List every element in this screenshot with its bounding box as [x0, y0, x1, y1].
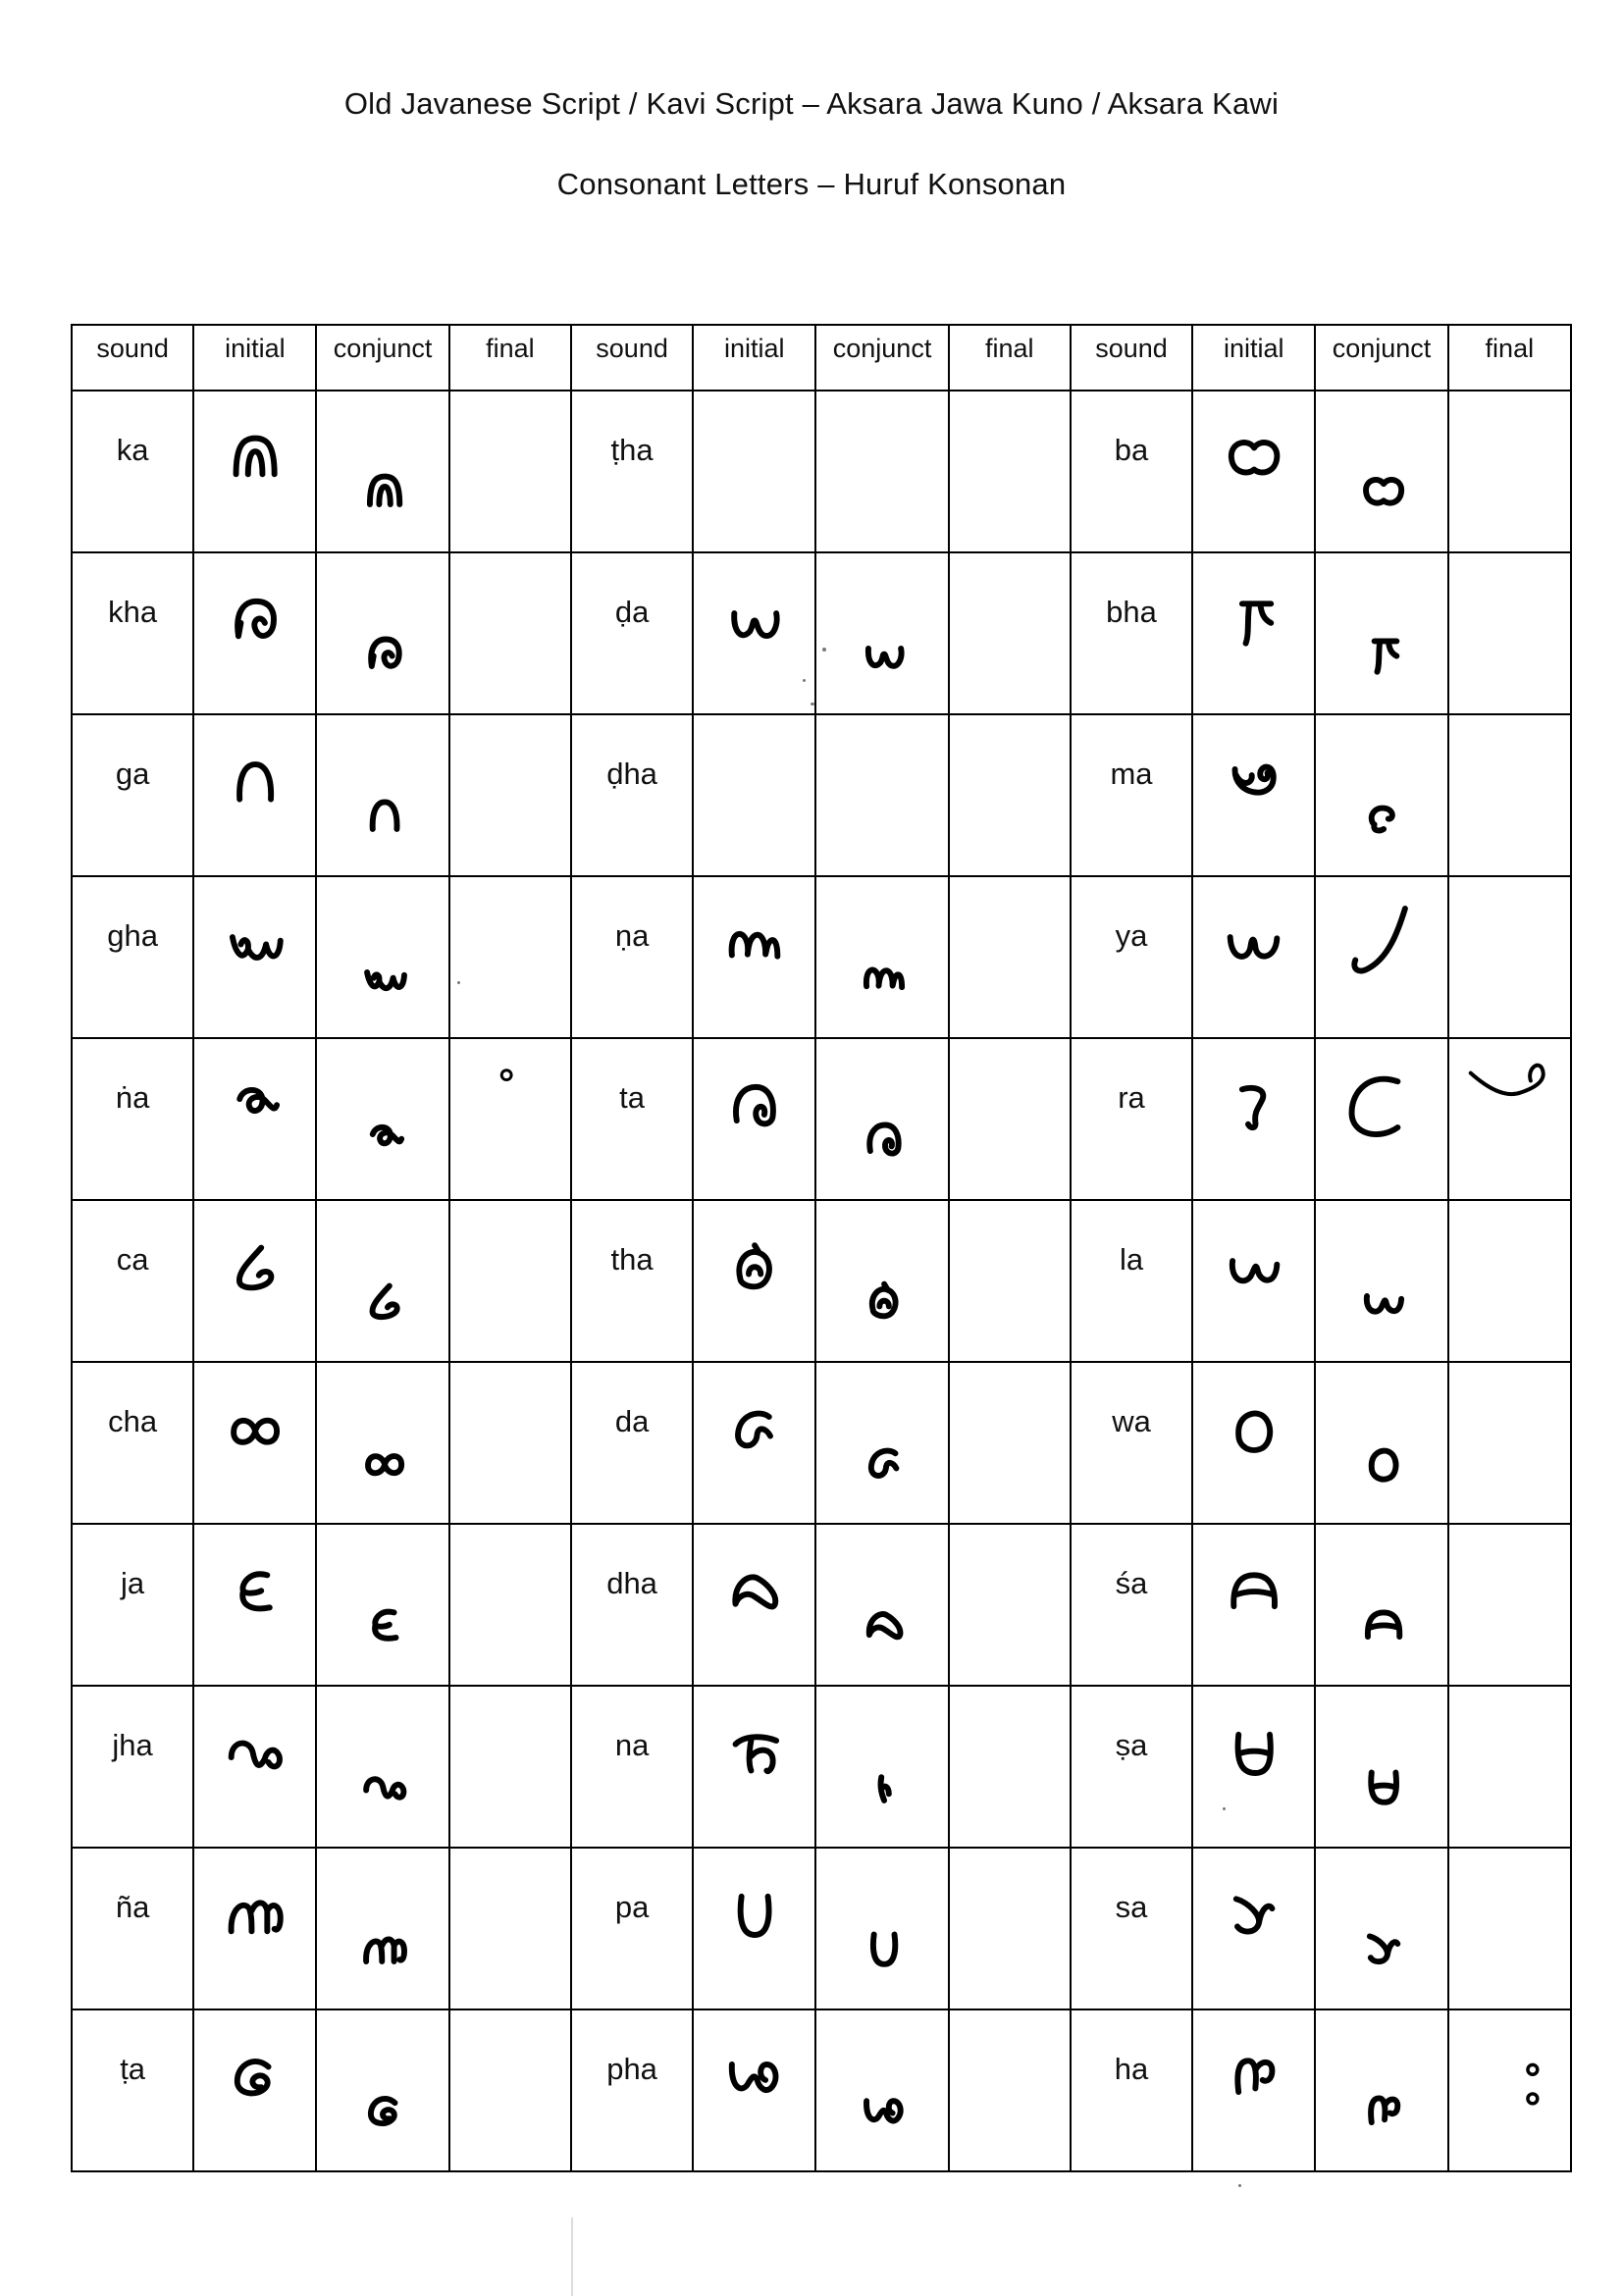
sound-cell: [72, 1200, 193, 1362]
letter-da-initial-icon: [694, 1363, 814, 1523]
header-row: [72, 325, 1571, 391]
letter-pa-conjunct-icon: [816, 1849, 947, 2009]
conjunct-glyph-cell: [1315, 1848, 1447, 2009]
final-glyph-cell: [1448, 2009, 1571, 2171]
letter-ya-initial-icon: [1193, 877, 1314, 1037]
letter-ma-initial-icon: [1193, 715, 1314, 875]
final-colon-icon: [1449, 2010, 1570, 2170]
table-row: [72, 1200, 1571, 1362]
table-row: [72, 1686, 1571, 1848]
initial-glyph-cell: [193, 876, 316, 1038]
table-row: [72, 552, 1571, 714]
final-glyph-cell: [949, 391, 1071, 552]
sound-label: ba: [1114, 433, 1149, 467]
letter-pa-initial-icon: [694, 1849, 814, 2009]
conjunct-glyph-cell: [316, 714, 448, 876]
sound-cell: [571, 2009, 693, 2171]
conjunct-glyph-cell: [316, 2009, 448, 2171]
initial-glyph-cell: [1192, 2009, 1315, 2171]
letter-ca-initial-icon: [194, 1201, 315, 1361]
conjunct-glyph-cell: [316, 391, 448, 552]
letter-dha-conjunct-icon: [816, 1525, 947, 1685]
sound-label: ṭha: [610, 433, 654, 467]
letter-ja-initial-icon: [194, 1525, 315, 1685]
sound-cell: [1071, 1848, 1192, 2009]
col-header: sound: [571, 325, 693, 391]
col-header: sound: [72, 325, 193, 391]
sound-cell: [571, 391, 693, 552]
initial-glyph-cell: [1192, 1686, 1315, 1848]
col-header: initial: [1192, 325, 1315, 391]
letter-dda-conjunct-icon: [816, 553, 947, 713]
sound-label: ra: [1118, 1080, 1145, 1115]
letter-ha-initial-icon: [1193, 2010, 1314, 2170]
letter-la-initial-icon: [1193, 1201, 1314, 1361]
conjunct-glyph-cell: [815, 2009, 948, 2171]
col-header: initial: [693, 325, 815, 391]
col-header: conjunct: [815, 325, 948, 391]
letter-ra-conjunct-icon: [1316, 1039, 1446, 1199]
sound-label: ṣa: [1115, 1728, 1148, 1762]
initial-glyph-cell: [193, 1686, 316, 1848]
letter-bha-initial-icon: [1193, 553, 1314, 713]
scan-speck: [803, 679, 806, 682]
table-row: [72, 876, 1571, 1038]
initial-glyph-cell: [193, 1038, 316, 1200]
conjunct-glyph-cell: [815, 1362, 948, 1524]
scan-fold-line: [571, 2218, 573, 2296]
sound-label: dha: [606, 1566, 657, 1600]
scan-speck: [457, 981, 460, 984]
final-glyph-cell: [449, 1038, 571, 1200]
scan-speck: [1223, 1807, 1226, 1810]
conjunct-glyph-cell: [815, 1686, 948, 1848]
sound-cell: [72, 1686, 193, 1848]
sound-label: ta: [619, 1080, 645, 1115]
sound-label: pa: [614, 1890, 650, 1924]
final-glyph-cell: [449, 1362, 571, 1524]
sound-cell: [72, 1848, 193, 2009]
letter-tha-initial-icon: [694, 1201, 814, 1361]
final-glyph-cell: [1448, 391, 1571, 552]
sound-label: ṅa: [115, 1080, 150, 1115]
sound-label: ña: [115, 1890, 150, 1924]
letter-nga-initial-icon: [194, 1039, 315, 1199]
scan-speck: [1238, 2184, 1241, 2187]
table-row: [72, 2009, 1571, 2171]
table-row: [72, 1362, 1571, 1524]
letter-gha-initial-icon: [194, 877, 315, 1037]
initial-glyph-cell: [693, 1200, 815, 1362]
final-glyph-cell: [1448, 552, 1571, 714]
sound-cell: [72, 552, 193, 714]
sound-label: cha: [108, 1404, 158, 1438]
letter-ba-initial-icon: [1193, 391, 1314, 551]
sound-label: la: [1119, 1242, 1144, 1277]
initial-glyph-cell: [693, 552, 815, 714]
initial-glyph-cell: [693, 1848, 815, 2009]
sound-label: ja: [121, 1566, 145, 1600]
conjunct-glyph-cell: [316, 1362, 448, 1524]
letter-na-conjunct-icon: [816, 1687, 947, 1847]
sound-cell: [72, 714, 193, 876]
letter-ga-initial-icon: [194, 715, 315, 875]
sound-cell: [571, 1200, 693, 1362]
letter-na-initial-icon: [694, 1687, 814, 1847]
initial-glyph-cell: [693, 391, 815, 552]
sound-label: ma: [1110, 757, 1153, 791]
final-glyph-cell: [449, 1686, 571, 1848]
table-row: [72, 714, 1571, 876]
conjunct-glyph-cell: [1315, 2009, 1447, 2171]
sound-cell: [1071, 391, 1192, 552]
initial-glyph-cell: [193, 714, 316, 876]
sound-cell: [1071, 1038, 1192, 1200]
letter-ssa-initial-icon: [1193, 1687, 1314, 1847]
letter-pha-conjunct-icon: [816, 2010, 947, 2170]
sound-label: da: [614, 1404, 650, 1438]
sound-label: ḍha: [606, 757, 657, 791]
sound-label: bha: [1106, 595, 1157, 629]
scan-speck: [811, 703, 814, 705]
sound-cell: [571, 1524, 693, 1686]
letter-wa-initial-icon: [1193, 1363, 1314, 1523]
final-glyph-cell: [449, 714, 571, 876]
sound-cell: [571, 1038, 693, 1200]
sound-cell: [1071, 552, 1192, 714]
conjunct-glyph-cell: [1315, 1200, 1447, 1362]
initial-glyph-cell: [693, 714, 815, 876]
letter-ra-initial-icon: [1193, 1039, 1314, 1199]
conjunct-glyph-cell: [1315, 714, 1447, 876]
sound-cell: [1071, 1200, 1192, 1362]
conjunct-glyph-cell: [1315, 1038, 1447, 1200]
sound-label: ṇa: [614, 918, 650, 953]
initial-glyph-cell: [1192, 1524, 1315, 1686]
conjunct-glyph-cell: [316, 876, 448, 1038]
initial-glyph-cell: [693, 1686, 815, 1848]
letter-la-conjunct-icon: [1316, 1201, 1446, 1361]
sound-label: sa: [1115, 1890, 1148, 1924]
col-header: sound: [1071, 325, 1192, 391]
letter-ka-initial-icon: [194, 391, 315, 551]
final-glyph-cell: [449, 876, 571, 1038]
conjunct-glyph-cell: [1315, 876, 1447, 1038]
sound-cell: [1071, 876, 1192, 1038]
final-glyph-cell: [449, 552, 571, 714]
initial-glyph-cell: [1192, 876, 1315, 1038]
letter-sha-conjunct-icon: [1316, 1525, 1446, 1685]
conjunct-glyph-cell: [316, 1848, 448, 2009]
final-glyph-cell: [449, 391, 571, 552]
initial-glyph-cell: [193, 1848, 316, 2009]
initial-glyph-cell: [193, 2009, 316, 2171]
letter-tta-initial-icon: [194, 2010, 315, 2170]
final-glyph-cell: [949, 1686, 1071, 1848]
sound-label: jha: [112, 1728, 153, 1762]
consonant-table: [71, 324, 1572, 2172]
initial-glyph-cell: [1192, 552, 1315, 714]
col-header: final: [949, 325, 1071, 391]
initial-glyph-cell: [693, 876, 815, 1038]
letter-nya-initial-icon: [194, 1849, 315, 2009]
letter-kha-conjunct-icon: [317, 553, 447, 713]
sound-cell: [72, 1038, 193, 1200]
final-glyph-cell: [449, 1200, 571, 1362]
page-title: Old Javanese Script / Kavi Script – Aksara Jawa Kuno / Aksara Kawi: [343, 86, 1280, 121]
initial-glyph-cell: [693, 1038, 815, 1200]
final-glyph-cell: [1448, 1524, 1571, 1686]
final-glyph-cell: [449, 1848, 571, 2009]
sound-cell: [571, 714, 693, 876]
final-glyph-cell: [949, 1038, 1071, 1200]
conjunct-glyph-cell: [815, 876, 948, 1038]
conjunct-glyph-cell: [1315, 552, 1447, 714]
initial-glyph-cell: [193, 1200, 316, 1362]
conjunct-glyph-cell: [316, 552, 448, 714]
final-glyph-cell: [1448, 1038, 1571, 1200]
sound-cell: [571, 876, 693, 1038]
letter-dda-initial-icon: [694, 553, 814, 713]
initial-glyph-cell: [1192, 1362, 1315, 1524]
sound-cell: [1071, 2009, 1192, 2171]
letter-ja-conjunct-icon: [317, 1525, 447, 1685]
col-header: conjunct: [316, 325, 448, 391]
final-glyph-cell: [949, 876, 1071, 1038]
sound-cell: [571, 1848, 693, 2009]
sound-cell: [72, 1362, 193, 1524]
final-glyph-cell: [949, 2009, 1071, 2171]
letter-tha-conjunct-icon: [816, 1201, 947, 1361]
sound-cell: [571, 1362, 693, 1524]
initial-glyph-cell: [1192, 1848, 1315, 2009]
sound-label: ga: [115, 757, 150, 791]
letter-ha-conjunct-icon: [1316, 2010, 1446, 2170]
table-row: [72, 1038, 1571, 1200]
letter-sha-initial-icon: [1193, 1525, 1314, 1685]
letter-ca-conjunct-icon: [317, 1201, 447, 1361]
sound-cell: [72, 2009, 193, 2171]
letter-sa-conjunct-icon: [1316, 1849, 1446, 2009]
conjunct-glyph-cell: [1315, 1686, 1447, 1848]
letter-nna-conjunct-icon: [816, 877, 947, 1037]
sound-label: kha: [108, 595, 158, 629]
letter-jha-initial-icon: [194, 1687, 315, 1847]
sound-cell: [1071, 1686, 1192, 1848]
conjunct-glyph-cell: [815, 1848, 948, 2009]
sound-label: tha: [610, 1242, 654, 1277]
final-glyph-cell: [1448, 714, 1571, 876]
sound-label: ya: [1115, 918, 1148, 953]
conjunct-glyph-cell: [316, 1038, 448, 1200]
col-header: final: [449, 325, 571, 391]
letter-wa-conjunct-icon: [1316, 1363, 1446, 1523]
final-dot-icon: [450, 1039, 570, 1199]
conjunct-glyph-cell: [815, 391, 948, 552]
final-glyph-cell: [949, 714, 1071, 876]
letter-sa-initial-icon: [1193, 1849, 1314, 2009]
initial-glyph-cell: [1192, 714, 1315, 876]
conjunct-glyph-cell: [1315, 391, 1447, 552]
final-glyph-cell: [449, 2009, 571, 2171]
sound-cell: [1071, 714, 1192, 876]
table-row: [72, 391, 1571, 552]
final-glyph-cell: [1448, 876, 1571, 1038]
sound-cell: [571, 1686, 693, 1848]
conjunct-glyph-cell: [815, 1038, 948, 1200]
sound-cell: [571, 552, 693, 714]
table-row: [72, 1848, 1571, 2009]
conjunct-glyph-cell: [1315, 1362, 1447, 1524]
letter-gha-conjunct-icon: [317, 877, 447, 1037]
initial-glyph-cell: [1192, 1200, 1315, 1362]
letter-ga-conjunct-icon: [317, 715, 447, 875]
letter-ka-conjunct-icon: [317, 391, 447, 551]
letter-dha-initial-icon: [694, 1525, 814, 1685]
initial-glyph-cell: [1192, 391, 1315, 552]
letter-jha-conjunct-icon: [317, 1687, 447, 1847]
sound-cell: [1071, 1362, 1192, 1524]
final-glyph-cell: [1448, 1200, 1571, 1362]
conjunct-glyph-cell: [1315, 1524, 1447, 1686]
initial-glyph-cell: [193, 552, 316, 714]
letter-nya-conjunct-icon: [317, 1849, 447, 2009]
sound-label: śa: [1115, 1566, 1148, 1600]
sound-label: gha: [107, 918, 158, 953]
letter-ta-conjunct-icon: [816, 1039, 947, 1199]
sound-label: wa: [1112, 1404, 1151, 1438]
scan-speck: [822, 648, 826, 652]
letter-nna-initial-icon: [694, 877, 814, 1037]
initial-glyph-cell: [193, 391, 316, 552]
initial-glyph-cell: [693, 2009, 815, 2171]
sound-cell: [72, 1524, 193, 1686]
sound-cell: [1071, 1524, 1192, 1686]
final-glyph-cell: [1448, 1848, 1571, 2009]
conjunct-glyph-cell: [815, 714, 948, 876]
final-glyph-cell: [949, 1524, 1071, 1686]
sound-label: ḍa: [614, 595, 650, 629]
final-glyph-cell: [1448, 1686, 1571, 1848]
final-ra-final-icon: [1449, 1039, 1570, 1199]
initial-glyph-cell: [193, 1362, 316, 1524]
letter-ssa-conjunct-icon: [1316, 1687, 1446, 1847]
col-header: final: [1448, 325, 1571, 391]
final-glyph-cell: [949, 1362, 1071, 1524]
letter-da-conjunct-icon: [816, 1363, 947, 1523]
final-glyph-cell: [449, 1524, 571, 1686]
letter-nga-conjunct-icon: [317, 1039, 447, 1199]
sound-cell: [72, 391, 193, 552]
letter-ya-conjunct-icon: [1316, 877, 1446, 1037]
conjunct-glyph-cell: [316, 1200, 448, 1362]
letter-bha-conjunct-icon: [1316, 553, 1446, 713]
sound-label: ka: [116, 433, 149, 467]
letter-kha-initial-icon: [194, 553, 315, 713]
conjunct-glyph-cell: [316, 1524, 448, 1686]
initial-glyph-cell: [193, 1524, 316, 1686]
sound-label: pha: [606, 2052, 657, 2086]
initial-glyph-cell: [1192, 1038, 1315, 1200]
sound-label: na: [614, 1728, 650, 1762]
conjunct-glyph-cell: [316, 1686, 448, 1848]
letter-cha-conjunct-icon: [317, 1363, 447, 1523]
letter-cha-initial-icon: [194, 1363, 315, 1523]
letter-ba-conjunct-icon: [1316, 391, 1446, 551]
col-header: initial: [193, 325, 316, 391]
conjunct-glyph-cell: [815, 1200, 948, 1362]
letter-ma-conjunct-icon: [1316, 715, 1446, 875]
final-glyph-cell: [949, 1200, 1071, 1362]
page-subtitle: Consonant Letters – Huruf Konsonan: [556, 167, 1067, 201]
sound-label: ṭa: [120, 2052, 146, 2086]
letter-ta-initial-icon: [694, 1039, 814, 1199]
final-glyph-cell: [949, 1848, 1071, 2009]
sound-cell: [72, 876, 193, 1038]
letter-tta-conjunct-icon: [317, 2010, 447, 2170]
initial-glyph-cell: [693, 1362, 815, 1524]
col-header: conjunct: [1315, 325, 1447, 391]
sound-label: ca: [116, 1242, 149, 1277]
conjunct-glyph-cell: [815, 552, 948, 714]
conjunct-glyph-cell: [815, 1524, 948, 1686]
final-glyph-cell: [949, 552, 1071, 714]
final-glyph-cell: [1448, 1362, 1571, 1524]
letter-pha-initial-icon: [694, 2010, 814, 2170]
sound-label: ha: [1114, 2052, 1149, 2086]
table-row: [72, 1524, 1571, 1686]
initial-glyph-cell: [693, 1524, 815, 1686]
